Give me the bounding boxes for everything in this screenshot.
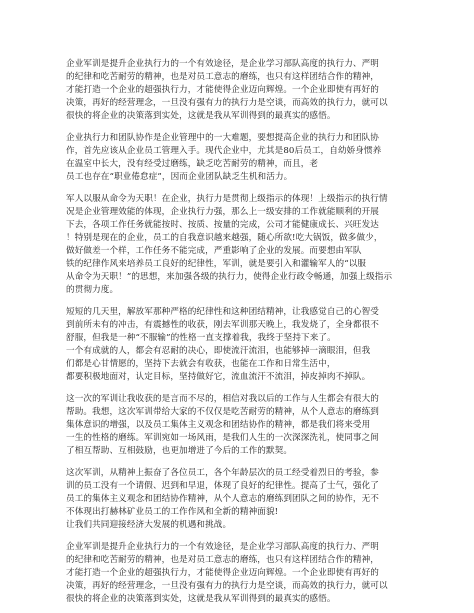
text-line: 集体意识的增强，以及员工集体主义观念和团结协作的精神，都是我们将来受用 xyxy=(66,419,371,430)
text-line: 不体现出打赫林矿业员工的工作作风和全新的精神面貌! xyxy=(66,506,279,517)
text-line: 了相互帮助、互相鼓励，也更加增进了今后的工作的默契。 xyxy=(66,445,293,456)
paragraph xyxy=(66,306,411,384)
text-line: 企业军训是提升企业执行力的一个有效途径，是企业学习部队高度的执行力、严明 xyxy=(66,541,379,552)
text-line: 做好做差一个样，工作任务不能完成，严重影响了企业的发展。而要想由军队 xyxy=(66,246,362,257)
text-line: 在温室中长大，没有经受过磨练，缺乏吃苦耐劳的精神，而且，老 xyxy=(66,159,319,169)
paragraph xyxy=(66,132,411,184)
text-line: 的纪律和吃苦耐劳的精神，也是对员工意志的磨练，也只有这样团结合作的精神， xyxy=(66,554,379,565)
text-line: 这次军训，从精神上振奋了各位员工，各个年龄层次的员工经受着烈日的考验，参 xyxy=(66,467,379,478)
text-line: 舒服，但我是一种“不服输”的性格一直支撑着我，我终于坚持下来了。 xyxy=(66,332,336,343)
text-line: 让我们共同迎接经济大发展的机遇和挑战。 xyxy=(66,519,232,530)
text-line: 们都是心甘情愿的，坚持下去就会有收获，也能在工作和日常生活中， xyxy=(66,358,336,369)
text-line: 员工的集体主义观念和团结协作精神，从个人意志的磨练到团队之间的协作，无不 xyxy=(66,493,379,504)
text-line: 很快的将企业的决策落到实处，这就是我从军训得到的最真实的感悟。 xyxy=(66,111,336,122)
text-line: 才能打造一个企业的超强执行力，才能使得企业迈向辉煌。一个企业即使有再好的 xyxy=(66,85,379,96)
paragraph xyxy=(66,58,411,123)
text-line: 下去，各项工作任务就能按时、按质、按量的完成，公司才能健康成长、兴旺发达 xyxy=(66,219,379,230)
text-line: 一个有成就的人，都会有忍耐的决心，即使流汗流泪，也能够掉一滴眼泪，但我 xyxy=(66,345,371,356)
text-line: 短短的几天里，解放军那种严格的纪律性和这种团结精神，让我感觉自己的心智受 xyxy=(66,306,379,317)
text-line: 都要积极地面对，认定目标，坚持做好它，流血流汗不流泪，掉皮掉肉不掉队。 xyxy=(66,372,371,382)
paragraph xyxy=(66,393,411,458)
text-line: 决策，再好的经营理念，一旦没有强有力的执行力是空谈，而高效的执行力，就可以 xyxy=(66,98,388,109)
text-line: 才能打造一个企业的超强执行力，才能使得企业迈向辉煌。一个企业即使有再好的 xyxy=(66,567,379,578)
text-line: 训的员工没有一个请假、迟到和早退，体现了良好的纪律性。提高了士气，强化了 xyxy=(66,480,379,491)
text-line: 铁的纪律作风来培养员工良好的纪律性，军训，就是要引入和灌输军人的“以服 xyxy=(66,259,367,270)
text-line: 作，首先应该从企业员工管理入手。现代企业中，尤其是80后员工，自幼娇身惯养 xyxy=(66,145,382,156)
text-line: 企业执行力和团队协作是企业管理中的一大难题，要想提高企业的执行力和团队协 xyxy=(66,132,379,143)
text-line: 决策，再好的经营理念，一旦没有强有力的执行力是空谈，而高效的执行力，就可以 xyxy=(66,580,388,591)
text-line: 从命令为天职！”的思想，来加强各级的执行力，使得企业行政令畅通，加强上级指示 xyxy=(66,272,393,283)
text-line: 到前所未有的冲击，有震撼性的收获，刚去军训那天晚上，我发烧了，全身都很不 xyxy=(66,319,379,330)
text-line: 军人以服从命令为天职！在企业，执行力是贯彻上级指示的体现！上级指示的执行情 xyxy=(66,193,388,204)
text-line: 况是企业管理效能的体现，企业执行力强，那么上一级安排的工作就能顺利的开展 xyxy=(66,206,379,217)
paragraph xyxy=(66,467,411,532)
text-line: 一生的性格的磨练。军训宛如一场风雨，是我们人生的一次深深洗礼，使同事之间 xyxy=(66,432,379,443)
paragraph xyxy=(66,193,411,297)
text-line: 这一次的军训让我收获的是言而不尽的，相信对我以后的工作与人生都会有很大的 xyxy=(66,393,379,404)
text-line: ！特别是现在的企业，员工的自我意识越来越强，随心所欲!吃大锅饭，做多做少， xyxy=(66,232,383,243)
text-line: 员工也存在“职业倦怠症”，因而企业团队缺乏生机和活力。 xyxy=(66,172,293,183)
text-line: 的纪律和吃苦耐劳的精神，也是对员工意志的磨练，也只有这样团结合作的精神， xyxy=(66,72,379,83)
text-line: 很快的将企业的决策落到实处，这就是我从军训得到的最真实的感悟。 xyxy=(66,593,336,604)
text-line: 帮助。我想，这次军训带给大家的不仅仅是吃苦耐劳的精神，从个人意志的磨练到 xyxy=(66,406,379,417)
text-line: 企业军训是提升企业执行力的一个有效途径，是企业学习部队高度的执行力、严明 xyxy=(66,59,379,69)
text-line: 的贯彻力度。 xyxy=(66,285,119,296)
paragraph xyxy=(66,541,411,606)
